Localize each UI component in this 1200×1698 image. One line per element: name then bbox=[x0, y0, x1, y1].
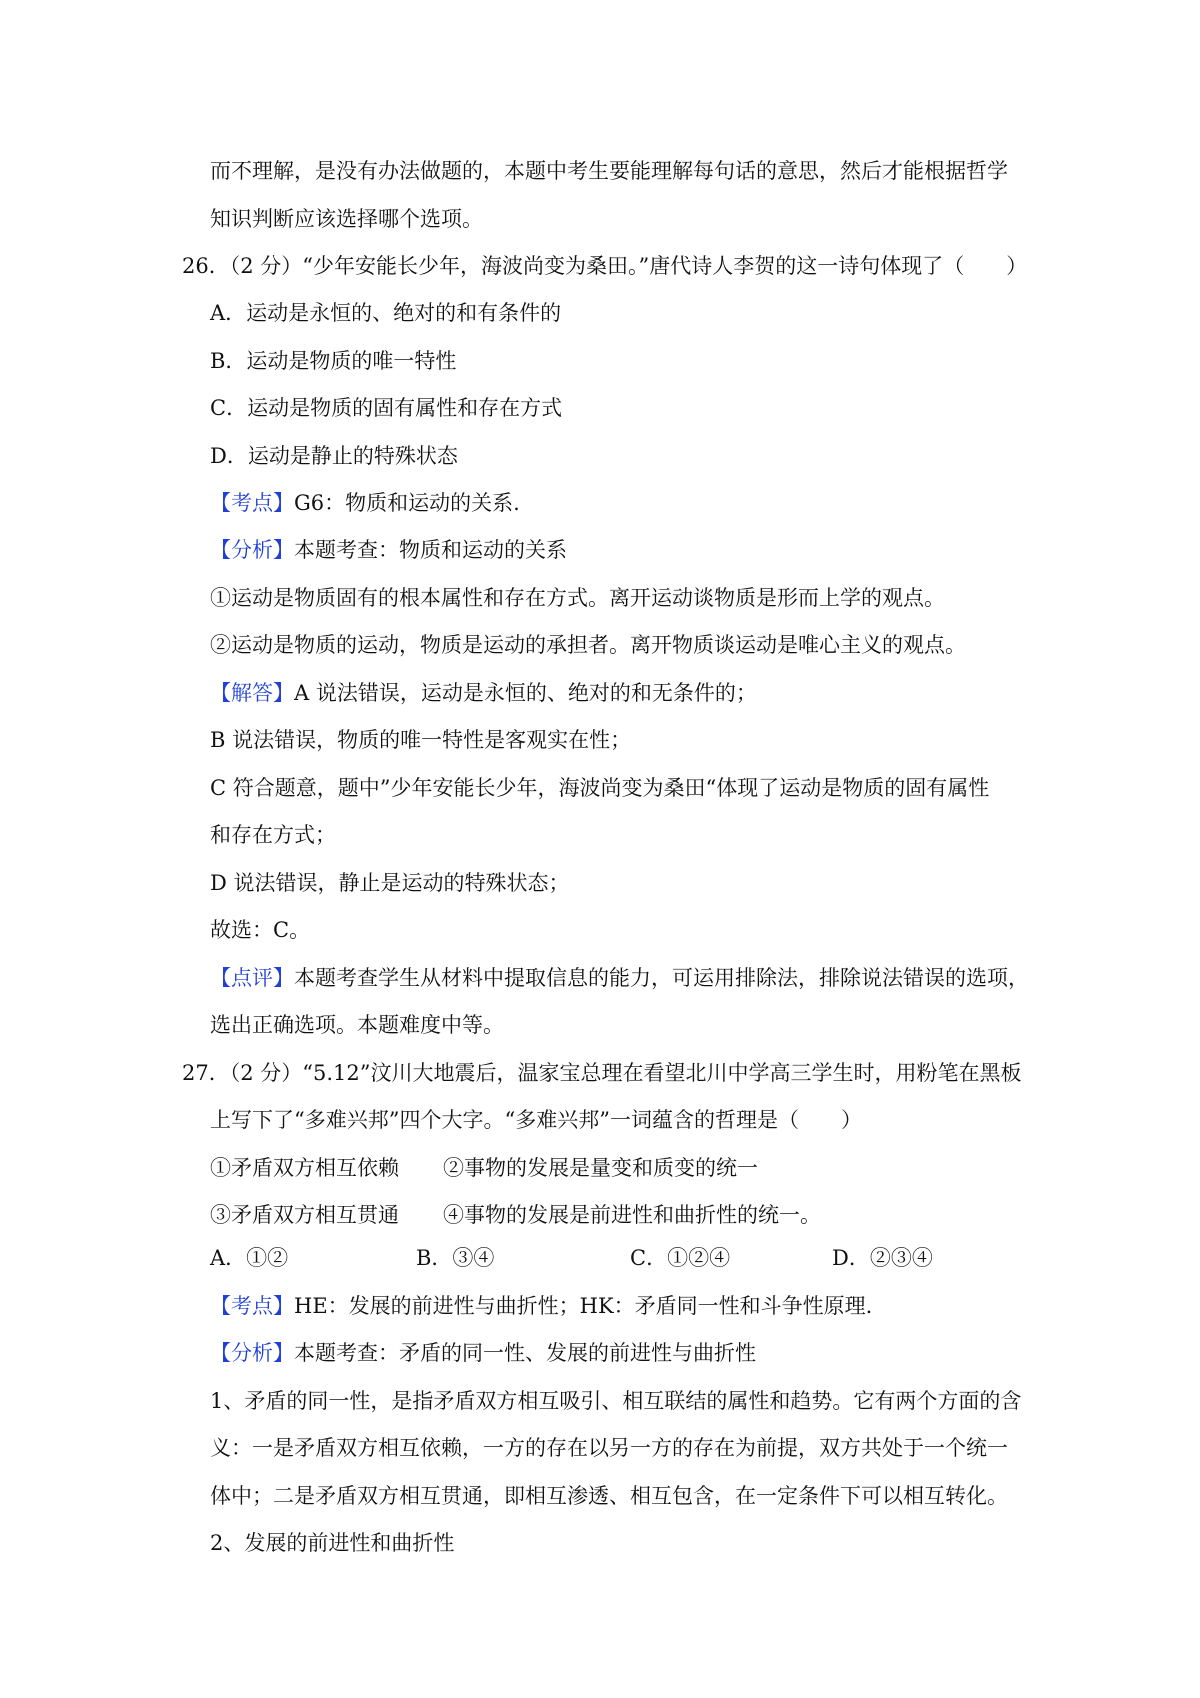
q27-option-b: B．③④ bbox=[416, 1246, 495, 1270]
jieda-tag: 【解答】 bbox=[210, 681, 294, 705]
kaodian-text: G6：物质和运动的关系. bbox=[294, 491, 520, 515]
q26-option-a: A．运动是永恒的、绝对的和有条件的 bbox=[210, 301, 562, 325]
q26-fenxi-point-1: ①运动是物质固有的根本属性和存在方式。离开运动谈物质是形而上学的观点。 bbox=[210, 586, 945, 610]
q27-fenxi-line-3: 体中；二是矛盾双方相互贯通，即相互渗透、相互包含，在一定条件下可以相互转化。 bbox=[210, 1484, 1008, 1508]
q27-fenxi-line-4: 2、发展的前进性和曲折性 bbox=[210, 1531, 455, 1555]
q26-jieda-line-d: D 说法错误，静止是运动的特殊状态； bbox=[210, 871, 570, 895]
fenxi-text: 本题考查：矛盾的同一性、发展的前进性与曲折性 bbox=[294, 1341, 756, 1365]
fenxi-tag: 【分析】 bbox=[210, 538, 294, 562]
q27-options bbox=[210, 1243, 1010, 1273]
question-27-stem-1: 27．（2 分）“5.12”汶川大地震后，温家宝总理在看望北川中学高三学生时，用粉笔在黑板 bbox=[182, 1061, 1022, 1085]
q26-dianping-line-2: 选出正确选项。本题难度中等。 bbox=[210, 1013, 504, 1037]
q27-statements-row-1 bbox=[210, 1153, 758, 1183]
q26-answer: 故选：C。 bbox=[210, 918, 311, 942]
fenxi-tag: 【分析】 bbox=[210, 1341, 294, 1365]
q26-option-c: C．运动是物质的固有属性和存在方式 bbox=[210, 396, 563, 420]
kaodian-tag: 【考点】 bbox=[210, 491, 294, 515]
q26-jieda-line-c: C 符合题意，题中”少年安能长少年，海波尚变为桑田“体现了运动是物质的固有属性 bbox=[210, 776, 990, 800]
q27-statements-row-2 bbox=[210, 1200, 821, 1230]
q27-option-a: A．①② bbox=[210, 1246, 289, 1270]
q26-fenxi-point-2: ②运动是物质的运动，物质是运动的承担者。离开物质谈运动是唯心主义的观点。 bbox=[210, 633, 966, 657]
q26-jieda-line-c2: 和存在方式； bbox=[210, 823, 336, 847]
q26-option-b: B．运动是物质的唯一特性 bbox=[210, 349, 457, 373]
q27-option-c: C．①②④ bbox=[630, 1246, 731, 1270]
dianping-text: 本题考查学生从材料中提取信息的能力，可运用排除法，排除说法错误的选项， bbox=[294, 966, 1029, 990]
q27-fenxi bbox=[210, 1338, 756, 1368]
kaodian-tag: 【考点】 bbox=[210, 1294, 294, 1318]
q26-fenxi bbox=[210, 535, 567, 565]
jieda-text: A 说法错误，运动是永恒的、绝对的和无条件的； bbox=[294, 681, 757, 705]
q26-kaodian bbox=[210, 488, 520, 518]
q27-statement-2: ②事物的发展是量变和质变的统一 bbox=[443, 1156, 758, 1180]
q26-dianping bbox=[210, 963, 1029, 993]
fenxi-text: 本题考查：物质和运动的关系 bbox=[294, 538, 567, 562]
kaodian-text: HE：发展的前进性与曲折性；HK：矛盾同一性和斗争性原理. bbox=[294, 1294, 873, 1318]
question-26-stem: 26．（2 分）“少年安能长少年，海波尚变为桑田。”唐代诗人李贺的这一诗句体现了（ ） bbox=[182, 254, 1028, 278]
continuation-line-2: 知识判断应该选择哪个选项。 bbox=[210, 207, 483, 231]
dianping-tag: 【点评】 bbox=[210, 966, 294, 990]
continuation-line-1: 而不理解，是没有办法做题的，本题中考生要能理解每句话的意思，然后才能根据哲学 bbox=[210, 159, 1008, 183]
q27-kaodian bbox=[210, 1291, 872, 1321]
q26-option-d: D．运动是静止的特殊状态 bbox=[210, 444, 458, 468]
q27-option-d: D．②③④ bbox=[832, 1246, 933, 1270]
q27-statement-3: ③矛盾双方相互贯通 bbox=[210, 1203, 399, 1227]
q27-statement-4: ④事物的发展是前进性和曲折性的统一。 bbox=[443, 1203, 821, 1227]
q27-fenxi-line-1: 1、矛盾的同一性，是指矛盾双方相互吸引、相互联结的属性和趋势。它有两个方面的含 bbox=[210, 1389, 1022, 1413]
question-27-stem-2: 上写下了“多难兴邦”四个大字。“多难兴邦”一词蕴含的哲理是（ ） bbox=[210, 1108, 862, 1132]
q27-statement-1: ①矛盾双方相互依赖 bbox=[210, 1156, 399, 1180]
q27-fenxi-line-2: 义：一是矛盾双方相互依赖，一方的存在以另一方的存在为前提，双方共处于一个统一 bbox=[210, 1436, 1008, 1460]
q26-jieda bbox=[210, 678, 757, 708]
q26-jieda-line-b: B 说法错误，物质的唯一特性是客观实在性； bbox=[210, 728, 632, 752]
